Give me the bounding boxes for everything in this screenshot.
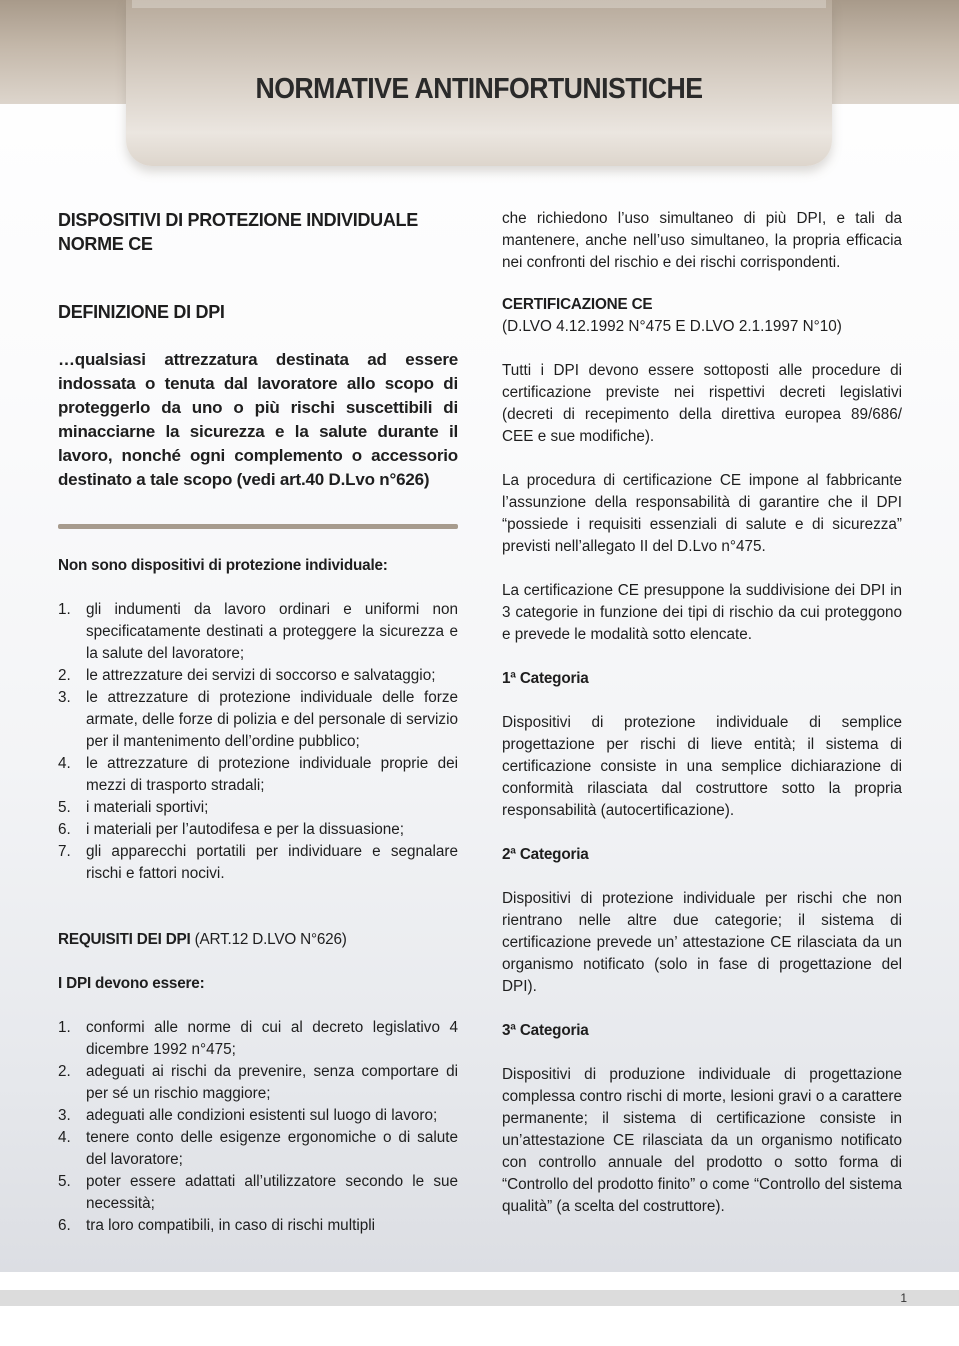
requisiti-heading xyxy=(58,929,458,951)
devono-heading: I DPI devono essere: xyxy=(58,975,205,992)
list-text: tra loro compatibili, in caso di rischi multipli xyxy=(86,1217,376,1234)
definition-text: …qualsiasi attrezzatura destinata ad essere indossata o tenuta dal lavoratore allo scopo di proteggerlo da uno o più rischi suscettibili di minacciarne la sicurezza e la salute durante il lavoro, nonché ogni complemento o accessorio destinato a tale scopo (vedi art.40 D.Lvo n°626) xyxy=(58,350,458,489)
heading-line-2: NORME CE xyxy=(58,234,153,254)
list-number: 1. xyxy=(58,1019,71,1036)
requisiti-list xyxy=(58,1017,458,1237)
list-item xyxy=(58,797,458,819)
list-number: 5. xyxy=(58,1173,71,1190)
list-item xyxy=(58,599,458,665)
list-number: 5. xyxy=(58,799,71,816)
list-text: conformi alle norme di cui al decreto legislativo 4 dicembre 1992 n°475; xyxy=(86,1019,458,1058)
list-text: adeguati alle condizioni esistenti sul luogo di lavoro; xyxy=(86,1107,438,1124)
list-text: i materiali sportivi; xyxy=(86,799,209,816)
right-column xyxy=(502,208,902,1218)
page-title: NORMATIVE ANTINFORTUNISTICHE xyxy=(255,73,703,105)
heading-line-1: DISPOSITIVI DI PROTEZIONE INDIVIDUALE xyxy=(58,210,418,230)
list-text: tenere conto delle esigenze ergonomiche o di salute del lavoratore; xyxy=(86,1129,458,1168)
list-number: 2. xyxy=(58,667,71,684)
category-3-text: Dispositivi di produzione individuale di progettazione complessa contro rischi di morte, lesioni gravi o a carattere permanente; il sistema di certificazione consiste in un’attestazione CE rilasciata da un organismo notificato con controllo annuale del prodotto o sotto forma di “Controllo del prodotto finito” o come “Controllo del sistema qualità” (a scelta del costruttore). xyxy=(502,1066,902,1215)
footer-bar xyxy=(0,1290,959,1306)
requisiti-heading-bold: REQUISITI DEI DPI xyxy=(58,931,191,948)
list-item xyxy=(58,687,458,753)
list-number: 3. xyxy=(58,689,71,706)
list-text: le attrezzature di protezione individuale proprie dei mezzi di trasporto stradali; xyxy=(86,755,458,794)
list-number: 2. xyxy=(58,1063,71,1080)
section-divider xyxy=(58,524,458,529)
section-heading-dpi xyxy=(58,208,458,256)
left-column xyxy=(58,208,458,1237)
list-number: 4. xyxy=(58,1129,71,1146)
list-item xyxy=(58,665,458,687)
list-number: 6. xyxy=(58,1217,71,1234)
list-number: 1. xyxy=(58,601,71,618)
list-number: 7. xyxy=(58,843,71,860)
category-2-heading: 2ª Categoria xyxy=(502,846,589,863)
list-text: gli indumenti da lavoro ordinari e uniformi non specificatamente destinati a proteggere la sicurezza e la salute del lavoratore; xyxy=(86,601,458,662)
list-text: gli apparecchi portatili per individuare e segnalare rischi e fattori nocivi. xyxy=(86,843,458,882)
list-item xyxy=(58,841,458,885)
definition-heading: DEFINIZIONE DI DPI xyxy=(58,302,225,322)
requisiti-heading-ref: (ART.12 D.LVO N°626) xyxy=(190,931,347,948)
cert-paragraph-3: La certificazione CE presuppone la suddivisione dei DPI in 3 categorie in funzione dei tipi di rischio da cui proteggono e prevede le modalità sotto elencate. xyxy=(502,582,902,643)
list-item xyxy=(58,1105,458,1127)
list-item xyxy=(58,1061,458,1105)
list-text: poter essere adattati all’utilizzatore secondo le sue necessità; xyxy=(86,1173,458,1212)
list-item xyxy=(58,1017,458,1061)
category-2-text: Dispositivi di protezione individuale per rischi che non rientrano nelle altre due categorie; il sistema di certificazione prevede un’ attestazione CE rilasciata da un organismo notificato (solo in fase di progettazione del DPI). xyxy=(502,890,902,995)
cert-paragraph-1: Tutti i DPI devono essere sottoposti alle procedure di certificazione previste nei rispettivi decreti legislativi (decreti di recepimento della direttiva europea 89/686/ CEE e sue modifiche). xyxy=(502,362,902,445)
list-text: adeguati ai rischi da prevenire, senza comportare di per sé un rischio maggiore; xyxy=(86,1063,458,1102)
list-number: 4. xyxy=(58,755,71,772)
list-item xyxy=(58,1215,458,1237)
not-dpi-list xyxy=(58,599,458,885)
page-number: 1 xyxy=(900,1291,907,1305)
not-dpi-heading: Non sono dispositivi di protezione individuale: xyxy=(58,557,388,574)
list-text: i materiali per l’autodifesa e per la dissuasione; xyxy=(86,821,405,838)
category-1-heading: 1ª Categoria xyxy=(502,670,589,687)
category-3-heading: 3ª Categoria xyxy=(502,1022,589,1039)
list-item xyxy=(58,1127,458,1171)
list-number: 3. xyxy=(58,1107,71,1124)
cert-paragraph-2: La procedura di certificazione CE impone al fabbricante l’assunzione della responsabilità di garantire che il DPI “possiede i requisiti essenziali di salute e di sicurezza” previsti nell’allegato II del D.Lvo n°475. xyxy=(502,472,902,555)
list-text: le attrezzature dei servizi di soccorso e salvataggio; xyxy=(86,667,436,684)
list-item xyxy=(58,1171,458,1215)
list-item xyxy=(58,753,458,797)
list-text: le attrezzature di protezione individuale delle forze armate, delle forze di polizia e del personale di servizio per il mantenimento dell’ordine pubblico; xyxy=(86,689,458,750)
list-item xyxy=(58,819,458,841)
list-number: 6. xyxy=(58,821,71,838)
cert-subheading: (D.LVO 4.12.1992 N°475 E D.LVO 2.1.1997 N°10) xyxy=(502,318,842,335)
continuation-text: che richiedono l’uso simultaneo di più DPI, e tali da mantenere, anche nell’uso simultaneo, la propria efficacia nei confronti del rischio e dei rischi corrispondenti. xyxy=(502,210,902,271)
category-1-text: Dispositivi di protezione individuale di semplice progettazione per rischi di lieve entità; il sistema di certificazione consiste in una semplice dichiarazione di conformità rilasciata dal costruttore sotto la propria responsabilità (autocertificazione). xyxy=(502,714,902,819)
cert-heading: CERTIFICAZIONE CE xyxy=(502,296,653,313)
